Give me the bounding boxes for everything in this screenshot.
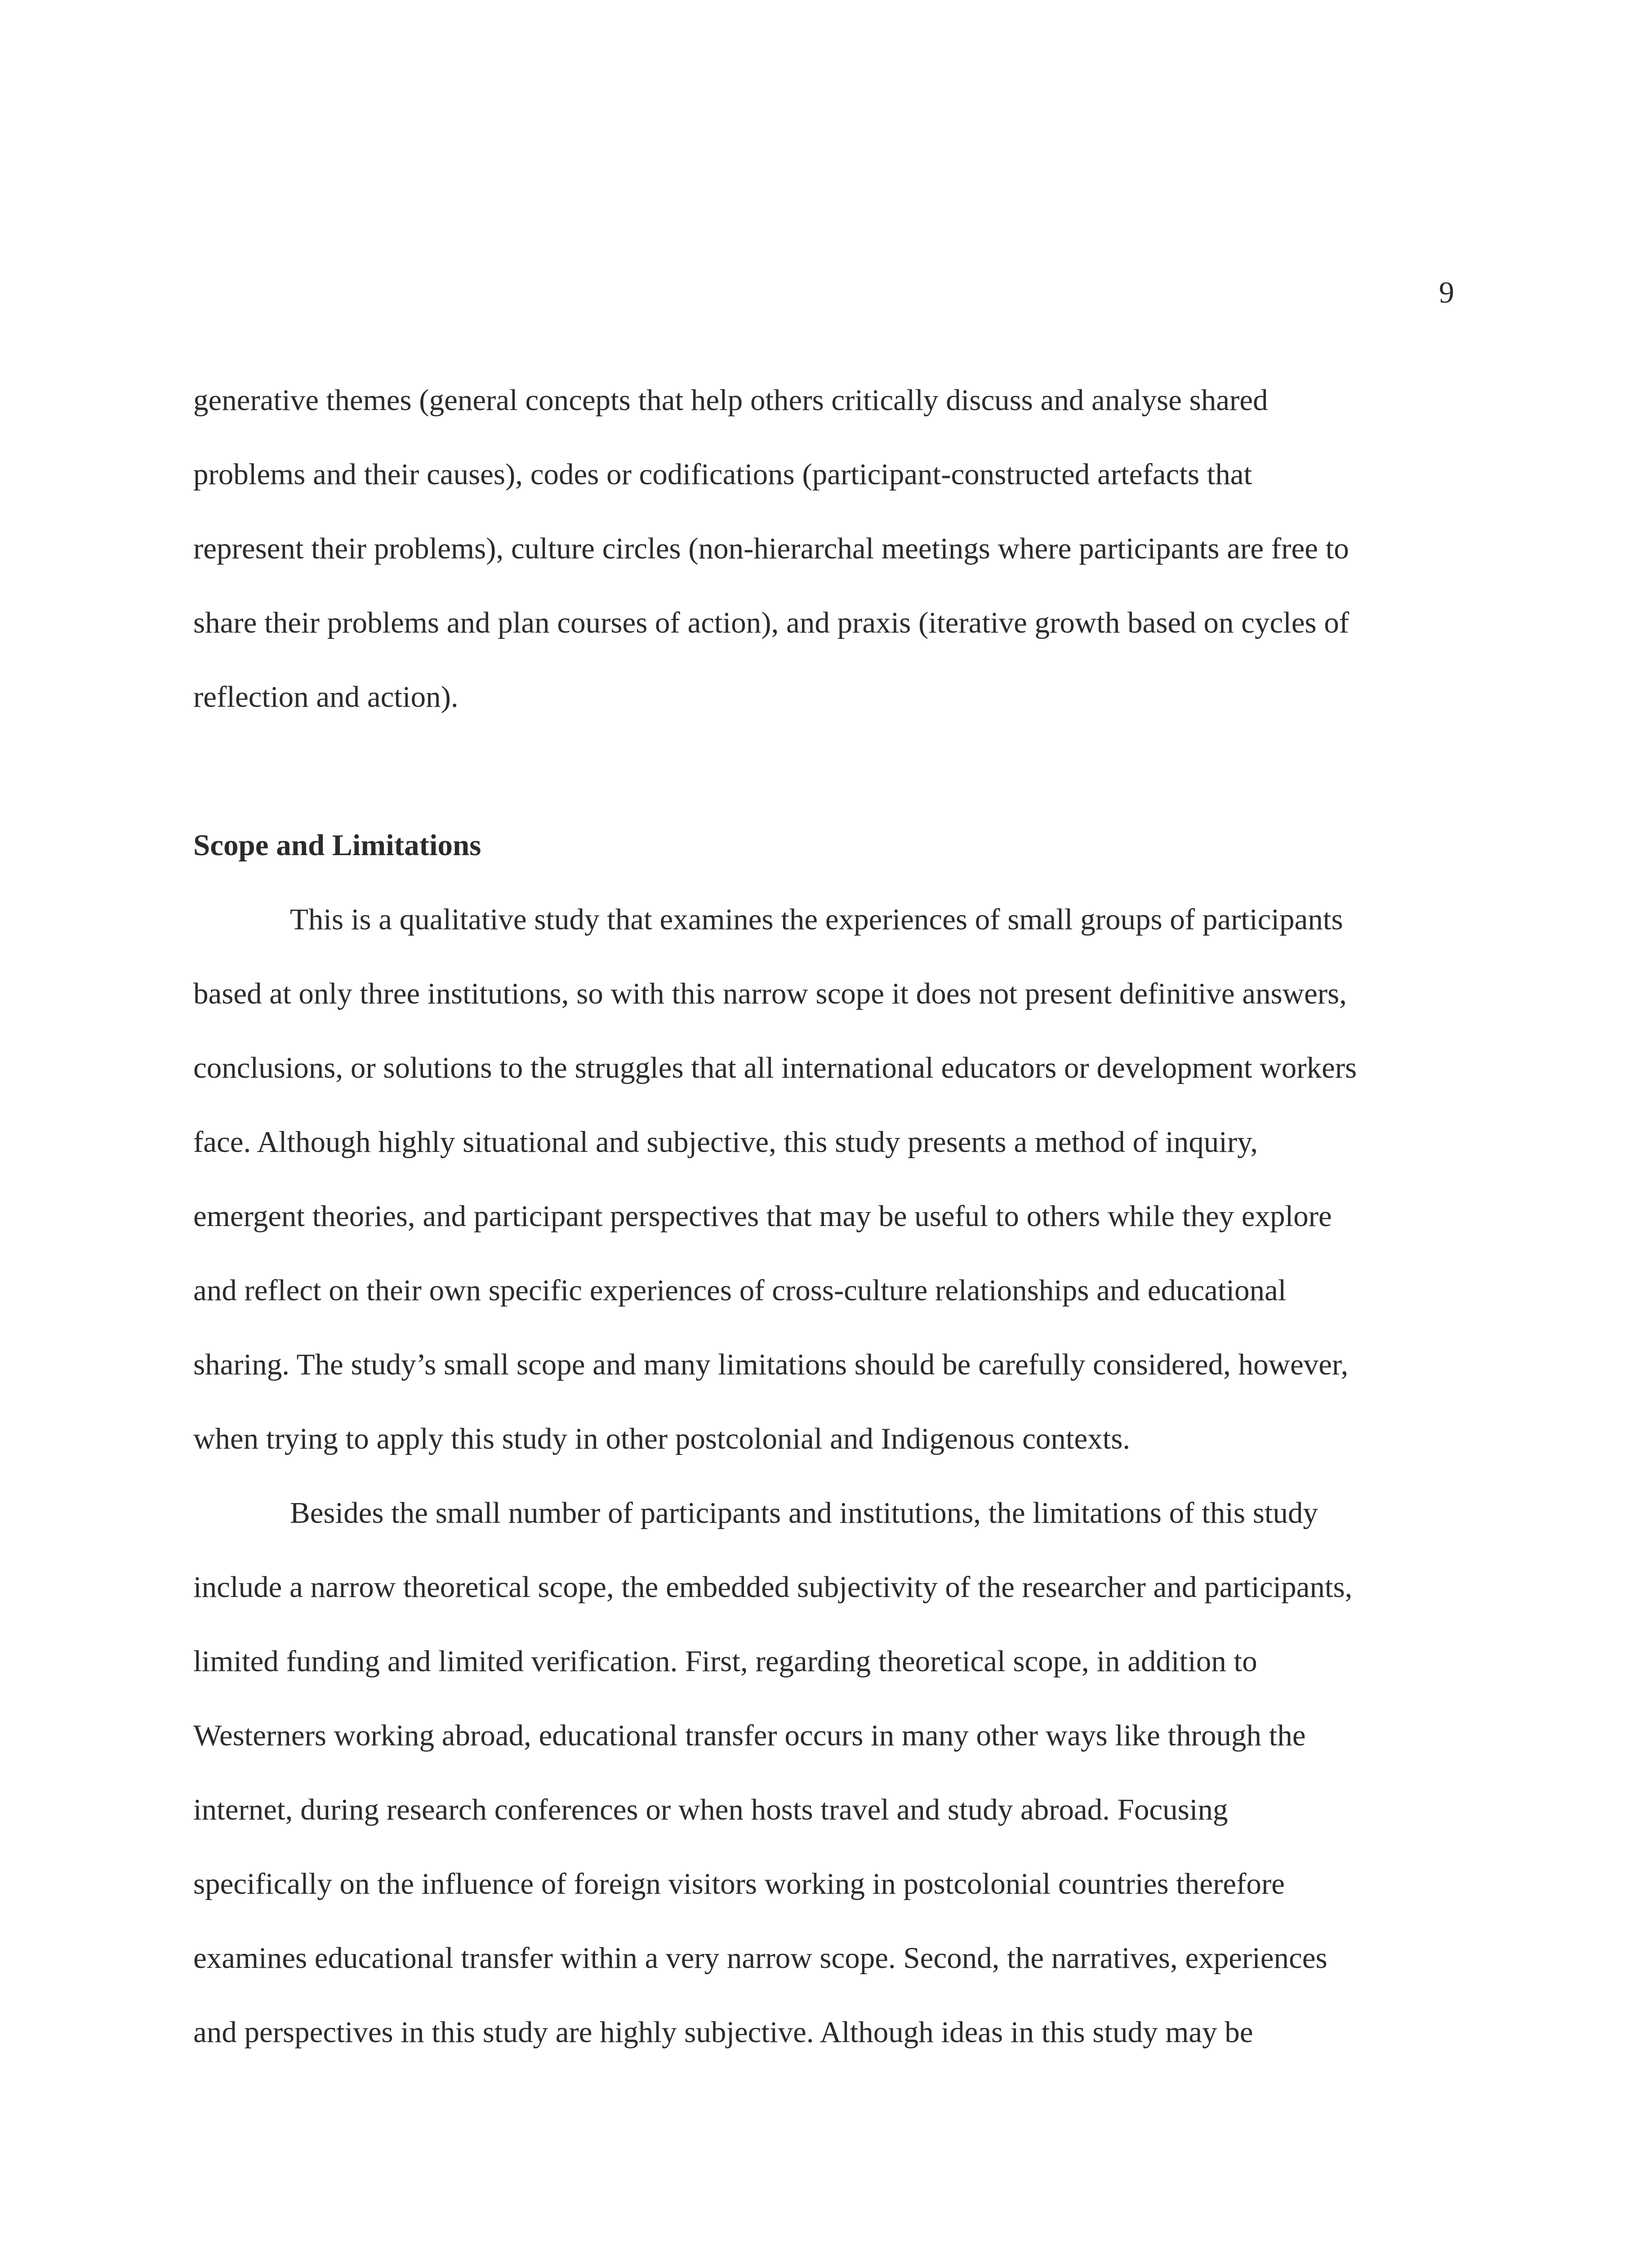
- paragraph-3-line: internet, during research conferences or when hosts travel and study abroad. Focusing: [193, 1793, 1228, 1826]
- page-number: 9: [1439, 275, 1454, 309]
- paragraph-2-line: based at only three institutions, so with this narrow scope it does not present definitive answers,: [193, 977, 1347, 1010]
- section-heading: Scope and Limitations: [193, 829, 481, 862]
- document-body: [193, 363, 1454, 2070]
- paragraph-3-line: limited funding and limited verification. First, regarding theoretical scope, in addition to: [193, 1645, 1257, 1678]
- paragraph-3-line: examines educational transfer within a very narrow scope. Second, the narratives, experiences: [193, 1941, 1327, 1975]
- paragraph-2-line: when trying to apply this study in other postcolonial and Indigenous contexts.: [193, 1422, 1131, 1455]
- paragraph-1-line: reflection and action).: [193, 680, 459, 714]
- paragraph-1-line: generative themes (general concepts that help others critically discuss and analyse shared: [193, 384, 1268, 417]
- paragraph-2-line: sharing. The study’s small scope and many limitations should be carefully considered, however,: [193, 1348, 1349, 1381]
- paragraph-1-line: problems and their causes), codes or codifications (participant-constructed artefacts that: [193, 458, 1252, 491]
- paragraph-1-line: share their problems and plan courses of action), and praxis (iterative growth based on cycles of: [193, 606, 1349, 639]
- paragraph-3-line: include a narrow theoretical scope, the embedded subjectivity of the researcher and participants,: [193, 1570, 1353, 1604]
- paragraph-2-line: face. Although highly situational and subjective, this study presents a method of inquiry,: [193, 1125, 1258, 1159]
- paragraph-3-line: specifically on the influence of foreign visitors working in postcolonial countries therefore: [193, 1867, 1285, 1900]
- paragraph-3-line: and perspectives in this study are highly subjective. Although ideas in this study may be: [193, 2016, 1253, 2049]
- paragraph-2-line: This is a qualitative study that examines the experiences of small groups of participants: [290, 903, 1343, 936]
- paragraph-2-line: and reflect on their own specific experiences of cross-culture relationships and educational: [193, 1274, 1287, 1307]
- paragraph-1-line: represent their problems), culture circles (non-hierarchal meetings where participants are free to: [193, 532, 1349, 565]
- paragraph-3-line: Besides the small number of participants and institutions, the limitations of this study: [290, 1496, 1318, 1530]
- paragraph-2-line: conclusions, or solutions to the struggles that all international educators or development workers: [193, 1051, 1357, 1084]
- paragraph-2-line: emergent theories, and participant perspectives that may be useful to others while they explore: [193, 1200, 1332, 1233]
- section-spacer: [193, 734, 1454, 808]
- paragraph-3-line: Westerners working abroad, educational transfer occurs in many other ways like through the: [193, 1719, 1306, 1752]
